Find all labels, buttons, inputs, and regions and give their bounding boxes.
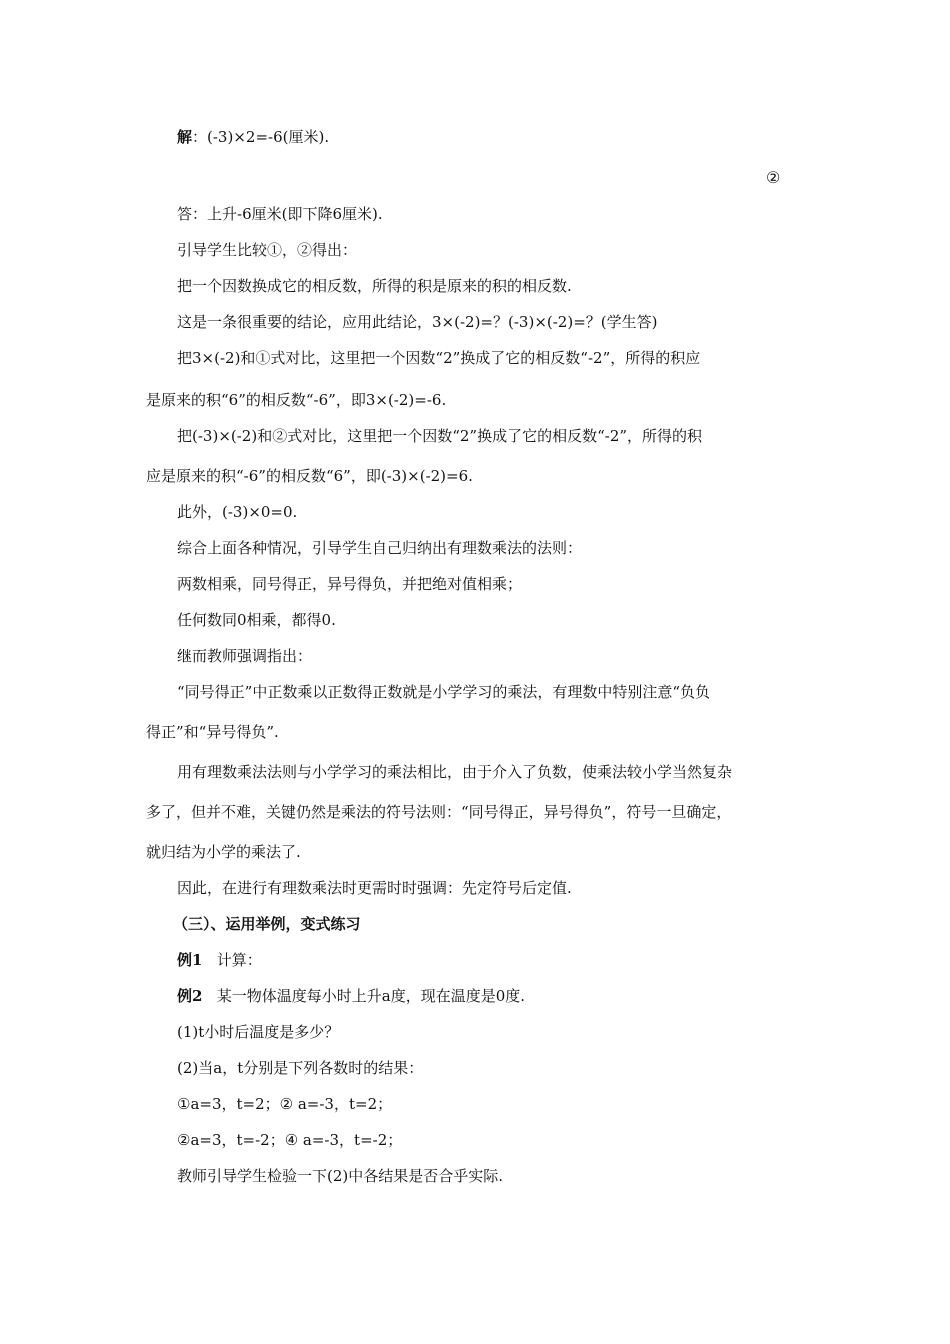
paragraph-line: 综合上面各种情况，引导学生自己归纳出有理数乘法的法则：	[177, 539, 583, 557]
paragraph-line: 继而教师强调指出：	[177, 647, 313, 665]
solution-text: ：(-3)×2=-6(厘米).	[192, 128, 330, 146]
paragraph-line: 得正”和“异号得负”.	[146, 723, 279, 741]
paragraph-line: 这是一条很重要的结论，应用此结论，3×(-2)=？(-3)×(-2)=？(学生答)	[177, 313, 658, 331]
solution-line	[177, 127, 329, 147]
case-line-2: ②a=3，t=-2；④ a=-3，t=-2；	[177, 1131, 403, 1149]
example-1-text: 计算：	[216, 951, 262, 969]
example-1-line	[177, 950, 262, 970]
paragraph-line: 两数相乘，同号得正，异号得负，并把绝对值相乘；	[177, 575, 523, 593]
paragraph-line: 把(-3)×(-2)和②式对比，这里把一个因数“2”换成了它的相反数“-2”，所得的积	[177, 427, 703, 445]
closing-line: 教师引导学生检验一下(2)中各结果是否合乎实际.	[177, 1167, 504, 1185]
paragraph-line: “同号得正”中正数乘以正数得正数就是小学学习的乘法，有理数中特别注意“负负	[177, 683, 711, 701]
question-1: (1)t小时后温度是多少？	[177, 1023, 340, 1041]
paragraph-line: 把3×(-2)和①式对比，这里把一个因数“2”换成了它的相反数“-2”，所得的积应	[177, 349, 701, 367]
example-2-line	[177, 986, 525, 1006]
question-2: (2)当a，t分别是下列各数时的结果：	[177, 1059, 424, 1077]
paragraph-line: 答：上升-6厘米(即下降6厘米).	[177, 205, 383, 223]
case-line-1: ①a=3，t=2；② a=-3，t=2；	[177, 1095, 393, 1113]
paragraph-line: 引导学生比较①，②得出：	[177, 241, 358, 259]
example-2-text: 某一物体温度每小时上升a度，现在温度是0度.	[216, 987, 526, 1005]
solution-label: 解	[177, 128, 193, 146]
paragraph-line: 把一个因数换成它的相反数，所得的积是原来的积的相反数.	[177, 277, 572, 295]
paragraph-line: 任何数同0相乘，都得0.	[177, 611, 336, 629]
example-2-label: 例2	[177, 987, 203, 1005]
equation-marker-two: ②	[766, 168, 781, 187]
paragraph-line: 多了，但并不难，关键仍然是乘法的符号法则：“同号得正，异号得负”，符号一旦确定，	[146, 803, 732, 821]
paragraph-line: 用有理数乘法法则与小学学习的乘法相比，由于介入了负数，使乘法较小学当然复杂	[177, 763, 733, 781]
paragraph-line: 因此，在进行有理数乘法时更需时时强调：先定符号后定值.	[177, 879, 572, 897]
paragraph-line: 就归结为小学的乘法了.	[146, 843, 301, 861]
example-1-label: 例1	[177, 951, 203, 969]
paragraph-line: 此外，(-3)×0=0.	[177, 503, 298, 521]
paragraph-line: 是原来的积“6”的相反数“-6”，即3×(-2)=-6.	[146, 391, 447, 409]
section-heading: （三）、运用举例，变式练习	[173, 915, 361, 933]
paragraph-line: 应是原来的积“-6”的相反数“6”，即(-3)×(-2)=6.	[146, 467, 473, 485]
